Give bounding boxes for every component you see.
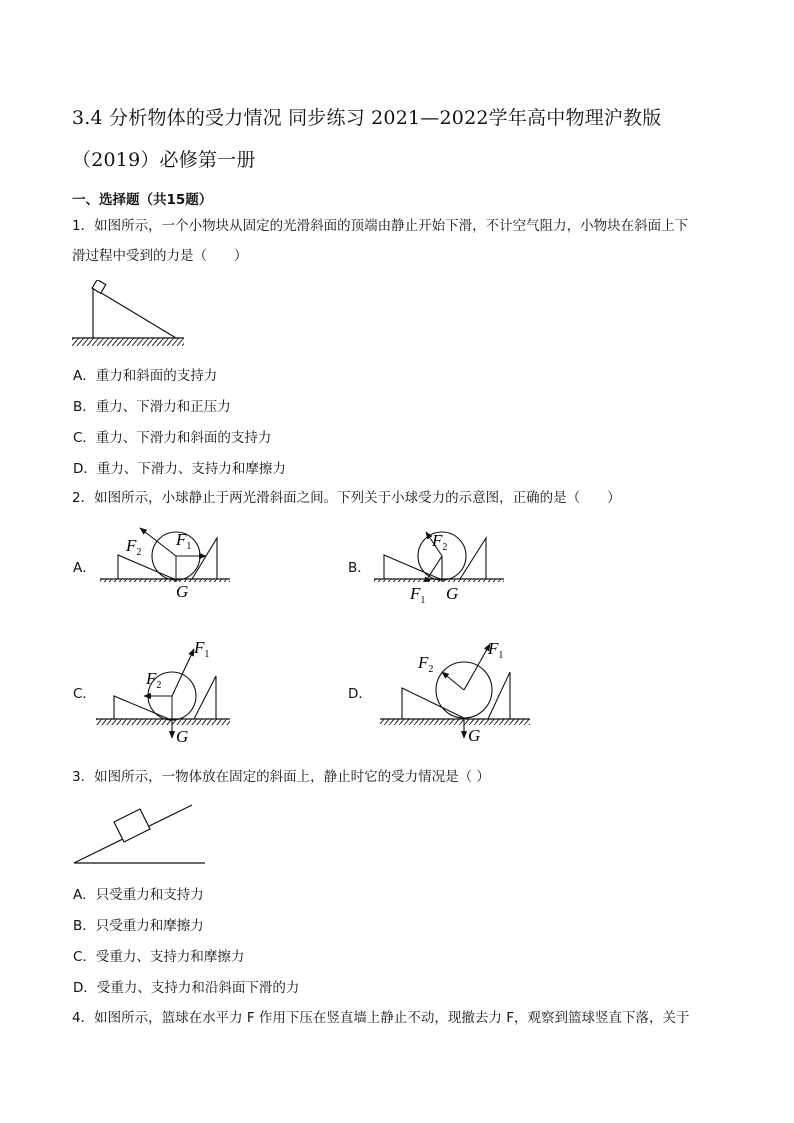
question-2-figure-c (96, 636, 256, 744)
right-incline (460, 538, 486, 579)
label-f1: $F_1$ (410, 584, 426, 606)
label-f2: $F_2$ (432, 531, 448, 553)
section-heading: 一、选择题（共15题） (72, 192, 213, 208)
incline (93, 288, 176, 338)
question-1-text-line1: 1．如图所示，一个小物块从固定的光滑斜面的顶端由静止开始下滑，不计空气阻力，小物块在斜面上下 (72, 218, 689, 234)
right-incline (194, 676, 216, 719)
label-g: G (446, 584, 459, 603)
question-1-option-c[interactable]: C．重力、下滑力和斜面的支持力 (73, 430, 272, 446)
question-4-text: 4．如图所示，篮球在水平力 F 作用下压在竖直墙上静止不动，现撤去力 F，观察到篮球竖直下落，关于 (72, 1010, 690, 1026)
force-f1-arrow (464, 644, 490, 690)
question-1-option-d[interactable]: D．重力、下滑力、支持力和摩擦力 (73, 461, 286, 477)
block (114, 809, 150, 842)
question-3-option-d[interactable]: D．受重力、支持力和沿斜面下滑的力 (73, 980, 300, 996)
question-1-figure (72, 280, 192, 352)
left-incline (114, 696, 169, 719)
label-f2: $F_2$ (126, 536, 142, 558)
document-title-line1: 3.4 分析物体的受力情况 同步练习 2021—2022学年高中物理沪教版 (72, 107, 662, 129)
question-2-figure-b (370, 520, 520, 582)
question-2-option-c[interactable]: C． (73, 686, 96, 702)
ground-hatching (72, 338, 184, 346)
question-2-text: 2．如图所示，小球静止于两光滑斜面之间。下列关于小球受力的示意图，正确的是（ ） (72, 490, 621, 506)
question-3-text: 3．如图所示，一物体放在固定的斜面上，静止时它的受力情况是（ ） (72, 769, 490, 785)
label-f2: $F_2$ (418, 653, 434, 675)
right-incline (192, 538, 217, 579)
left-incline (402, 688, 466, 719)
label-f1: $F_1$ (194, 638, 210, 660)
question-2-option-d[interactable]: D． (348, 686, 372, 702)
question-2-figure-a-g-label (166, 582, 196, 602)
question-2-option-b[interactable]: B． (348, 560, 371, 576)
ground-hatching (380, 719, 530, 725)
label-g: G (176, 582, 189, 601)
label-f2: $F_2$ (146, 669, 162, 691)
question-2-figure-d (380, 634, 540, 744)
question-3-option-a[interactable]: A．只受重力和支持力 (73, 887, 204, 903)
label-f1: $F_1$ (488, 639, 504, 661)
block (92, 280, 106, 293)
ground-hatching (96, 719, 230, 725)
question-1-text-line2: 滑过程中受到的力是（ ） (72, 248, 248, 264)
question-1-option-a[interactable]: A．重力和斜面的支持力 (73, 368, 218, 384)
label-f1: $F_1$ (176, 530, 192, 552)
question-2-figure-b-labels (408, 582, 468, 606)
question-3-figure (72, 802, 212, 868)
force-f2-arrow (442, 672, 464, 690)
left-incline (118, 555, 174, 579)
question-3-option-c[interactable]: C．受重力、支持力和摩擦力 (73, 949, 245, 965)
document-title-line2: （2019）必修第一册 (72, 149, 256, 171)
question-2-figure-a (96, 520, 246, 582)
question-1-option-b[interactable]: B．重力、下滑力和正压力 (73, 399, 231, 415)
question-2-option-a[interactable]: A． (73, 560, 96, 576)
left-incline (384, 555, 440, 579)
question-3-option-b[interactable]: B．只受重力和摩擦力 (73, 918, 204, 934)
label-g: G (176, 727, 189, 744)
label-g: G (468, 726, 481, 744)
